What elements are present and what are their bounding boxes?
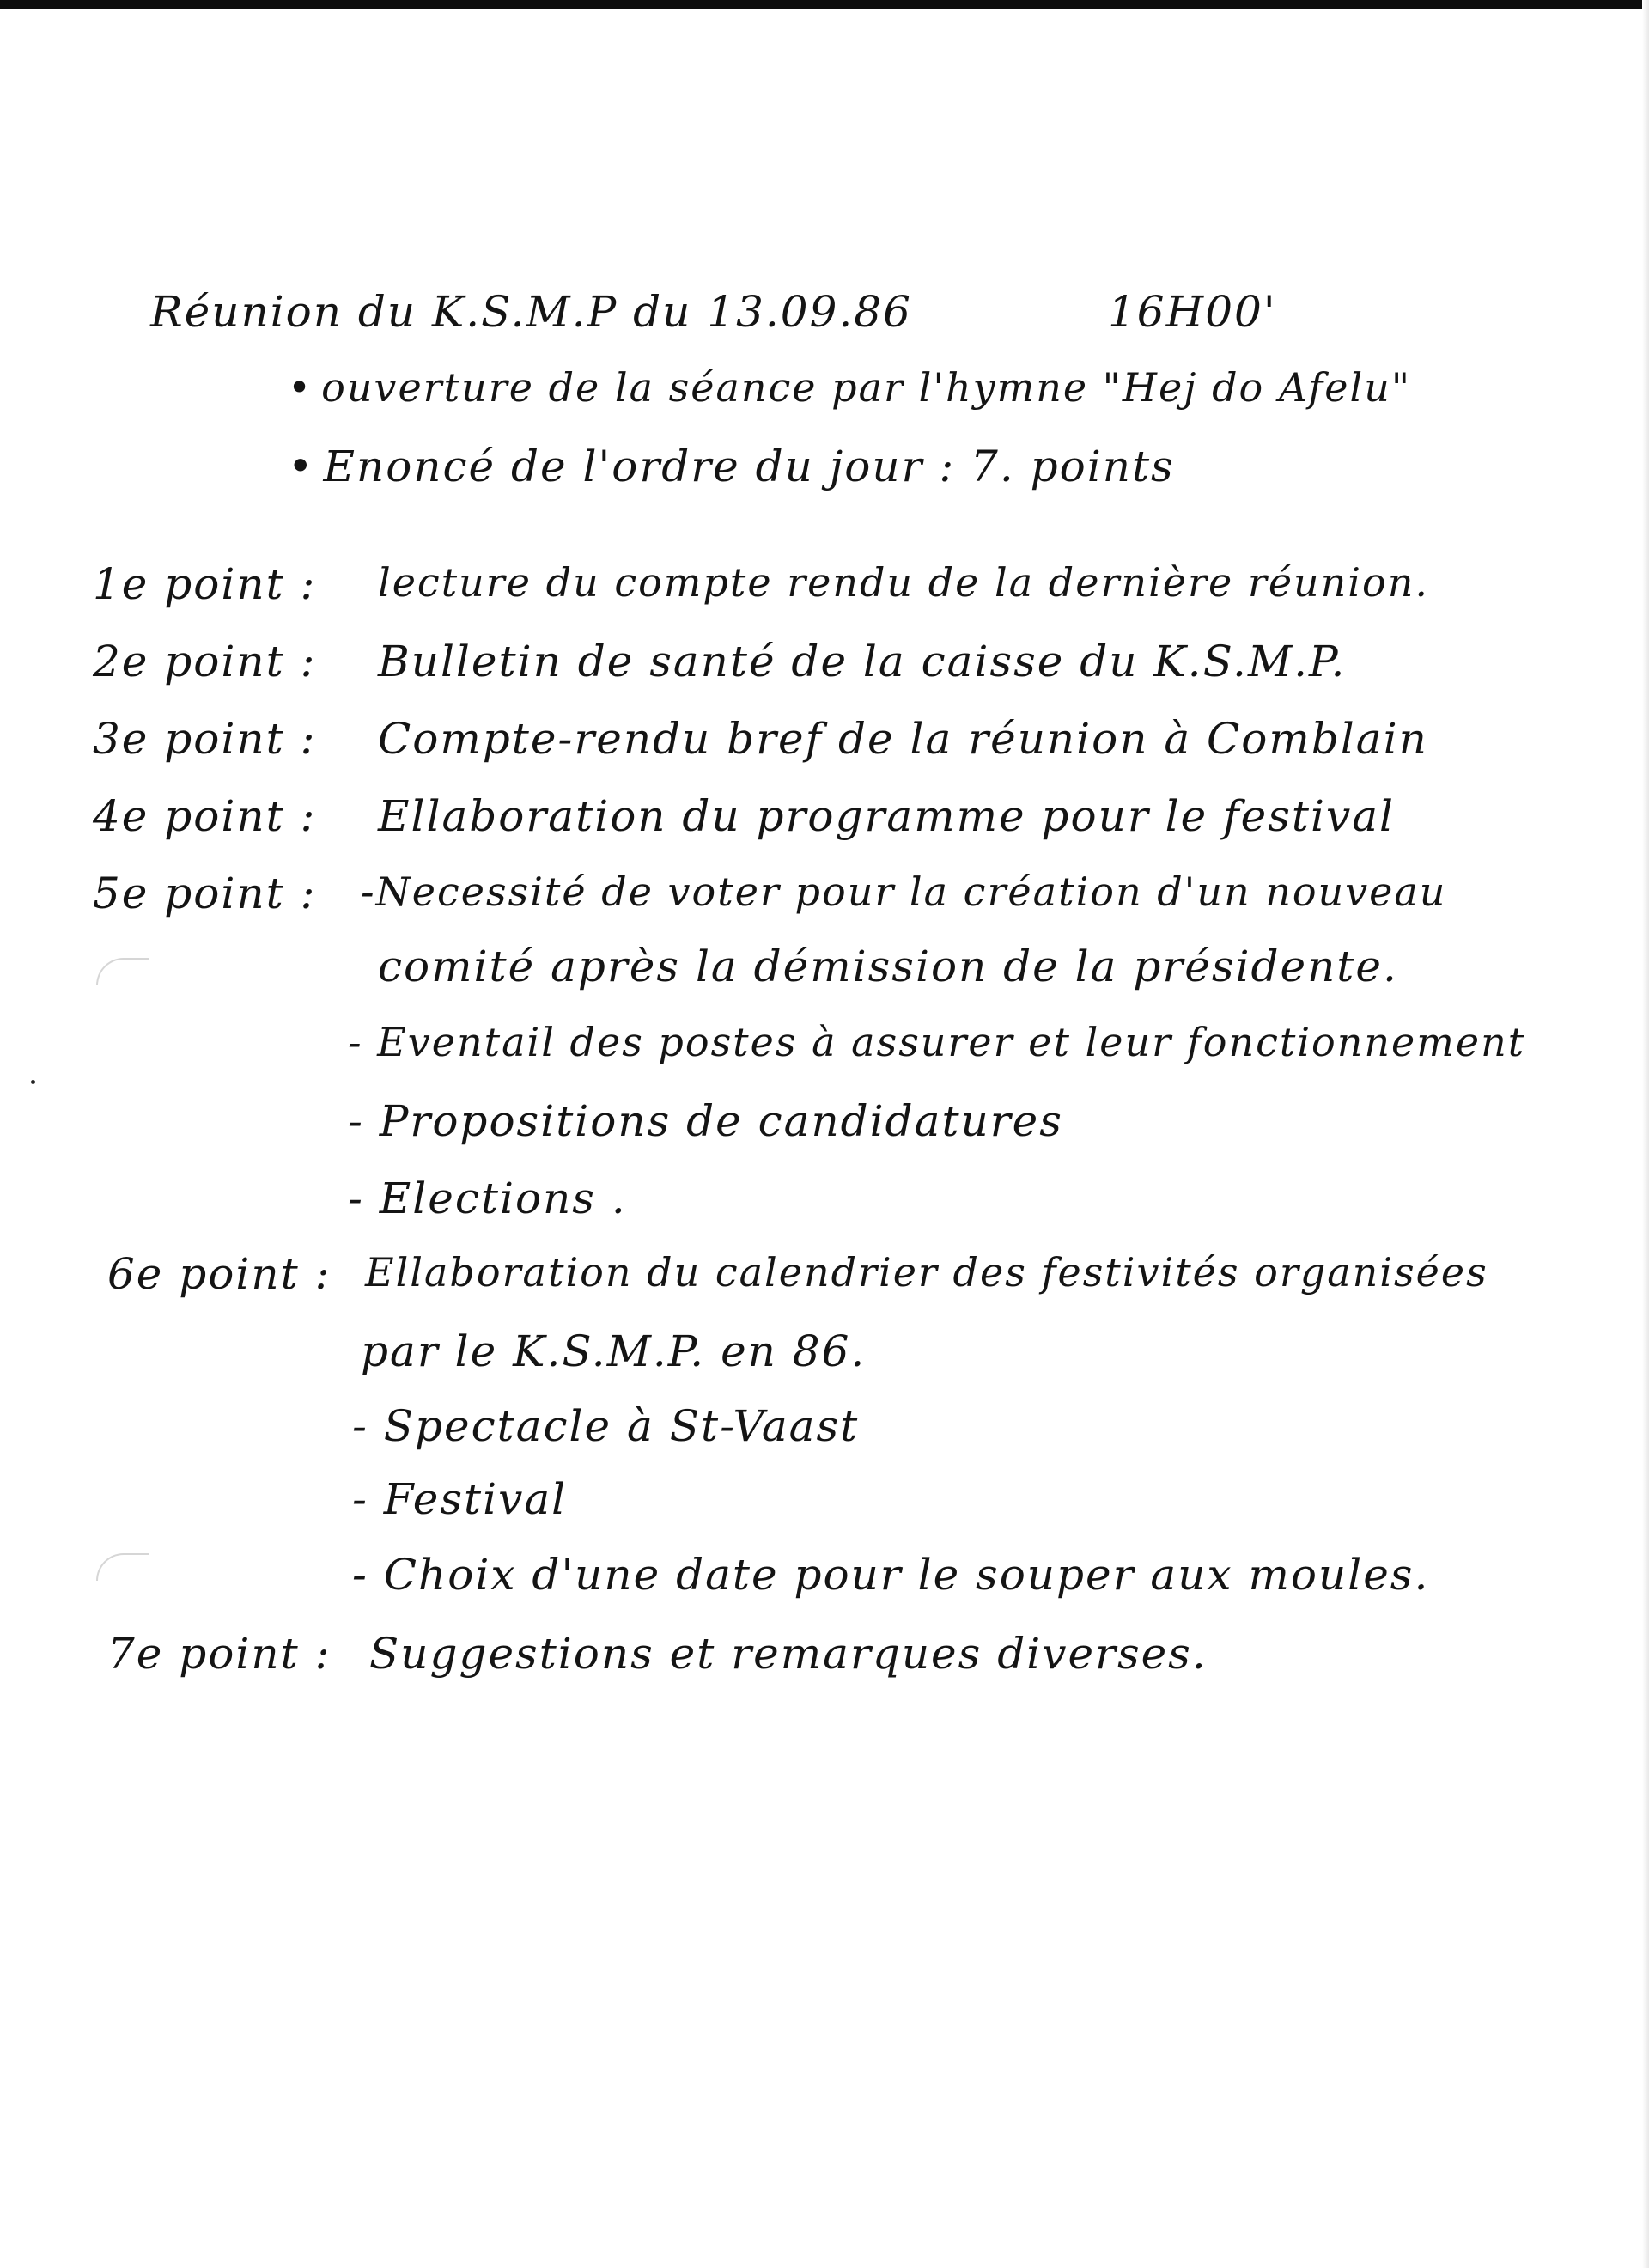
agenda-label-2: 2e point : xyxy=(93,637,317,686)
scan-top-edge xyxy=(0,0,1649,9)
stray-dot xyxy=(31,1080,35,1084)
agenda-text-6-continued: par le K.S.M.P. en 86. xyxy=(361,1326,867,1376)
agenda-label-6: 6e point : xyxy=(107,1249,332,1299)
agenda-text-1: lecture du compte rendu de la dernière réunion. xyxy=(378,559,1429,606)
scan-right-edge xyxy=(1642,0,1649,2268)
agenda-label-4: 4e point : xyxy=(93,791,317,841)
meeting-title: Réunion du K.S.M.P du 13.09.86 xyxy=(150,287,912,337)
agenda-text-3: Compte-rendu bref de la réunion à Comblain xyxy=(378,714,1428,764)
agenda-label-7: 7e point : xyxy=(107,1629,332,1679)
agenda-text-4: Ellaboration du programme pour le festival xyxy=(378,791,1395,841)
agenda-5-sub-item-posts: - Eventail des postes à assurer et leur fonctionnement xyxy=(348,1019,1526,1065)
agenda-label-5: 5e point : xyxy=(93,869,317,918)
intro-agenda-line: • Enoncé de l'ordre du jour : 7. points xyxy=(288,445,1175,488)
agenda-6-sub-item-spectacle: - Spectacle à St-Vaast xyxy=(352,1401,860,1451)
agenda-5-sub-item-elections: - Elections . xyxy=(348,1174,627,1223)
agenda-label-3: 3e point : xyxy=(93,714,317,764)
agenda-6-sub-item-festival: - Festival xyxy=(352,1474,568,1524)
agenda-text-2: Bulletin de santé de la caisse du K.S.M.P. xyxy=(378,637,1347,686)
punch-hole-mark-lower xyxy=(96,1553,149,1581)
agenda-text-7: Suggestions et remarques diverses. xyxy=(369,1629,1208,1679)
agenda-label-1: 1e point : xyxy=(93,559,317,609)
punch-hole-mark-upper xyxy=(96,958,149,985)
agenda-text-5-continued: comité après la démission de la présidente. xyxy=(378,942,1398,991)
agenda-5-sub-item-candidatures: - Propositions de candidatures xyxy=(348,1096,1063,1146)
intro-opening-line: • ouverture de la séance par l'hymne "Hej do Afelu" xyxy=(288,368,1411,407)
meeting-time: 16H00' xyxy=(1108,287,1277,337)
agenda-text-5: -Necessité de voter pour la création d'un nouveau xyxy=(361,869,1447,915)
agenda-6-sub-item-souper: - Choix d'une date pour le souper aux moules. xyxy=(352,1550,1430,1600)
agenda-text-6: Ellaboration du calendrier des festivités organisées xyxy=(365,1249,1488,1296)
